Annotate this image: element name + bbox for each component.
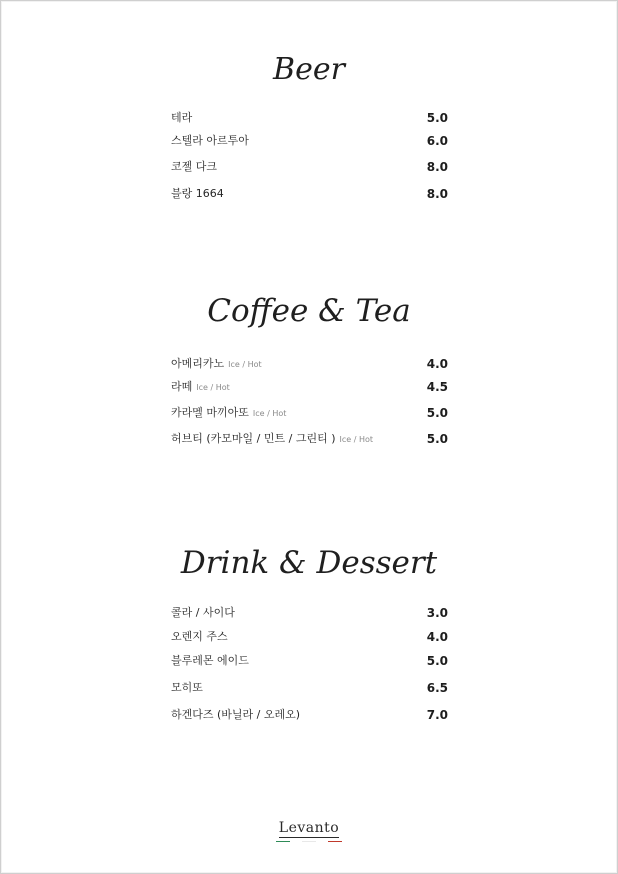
menu-item: [171, 629, 448, 653]
item-price: 5.0: [426, 654, 448, 668]
menu-item: [171, 680, 448, 707]
item-name-text: 라떼: [171, 380, 193, 393]
item-temperature-note: Ice / Hot: [252, 409, 287, 418]
item-name-text: 카라멜 마끼아또: [171, 406, 249, 419]
menu-item: [171, 356, 448, 379]
levanto-logo: [0, 817, 618, 842]
item-price: 6.0: [426, 134, 448, 148]
stripe-red: [328, 841, 342, 842]
menu-item: [171, 653, 448, 680]
item-price: 4.5: [426, 380, 448, 394]
item-name: 오렌지 주스: [171, 630, 228, 643]
item-name: [171, 405, 286, 422]
menu-item: [171, 431, 448, 451]
item-name: 블랑 1664: [171, 187, 224, 200]
menu-item: [171, 405, 448, 431]
item-name-text: 허브티 (카모마일 / 민트 / 그린티 ): [171, 432, 336, 445]
stripe-green: [276, 841, 290, 842]
item-temperature-note: Ice / Hot: [196, 383, 230, 392]
menu-item: [171, 133, 448, 159]
item-price: 5.0: [426, 406, 448, 420]
menu-item: [171, 605, 448, 629]
item-name: [171, 379, 230, 396]
item-name: 모히또: [171, 681, 203, 694]
item-price: 6.5: [426, 681, 448, 695]
item-name: 테라: [171, 111, 193, 124]
logo-wordmark: Levanto: [278, 820, 340, 836]
menu-item: [171, 379, 448, 405]
section-title-drink-dessert: Drink & Dessert: [180, 545, 438, 581]
item-price: 7.0: [426, 708, 448, 722]
item-name-text: 아메리카노: [171, 357, 225, 370]
item-temperature-note: Ice / Hot: [339, 435, 374, 444]
menu-item: [171, 110, 448, 133]
stripe-white: [302, 841, 316, 842]
item-name: 스텔라 아르투아: [171, 134, 249, 147]
item-price: 3.0: [426, 606, 448, 620]
item-price: 5.0: [426, 111, 448, 125]
item-name: 콜라 / 사이다: [171, 606, 235, 619]
menu-item: [171, 159, 448, 186]
item-temperature-note: Ice / Hot: [228, 360, 262, 369]
coffee-tea-menu-list: [171, 356, 448, 451]
section-title-beer: Beer: [273, 52, 345, 87]
drink-dessert-menu-list: [171, 605, 448, 727]
item-price: 4.0: [426, 357, 448, 371]
item-price: 4.0: [426, 630, 448, 644]
item-name: [171, 356, 262, 373]
logo-tricolor-stripes: [276, 841, 342, 842]
item-price: 8.0: [426, 160, 448, 174]
item-price: 5.0: [426, 432, 448, 446]
menu-item: [171, 707, 448, 727]
beer-menu-list: [171, 110, 448, 206]
item-name: [171, 431, 373, 448]
menu-item: [171, 186, 448, 206]
item-price: 8.0: [426, 187, 448, 201]
item-name: 블루레몬 에이드: [171, 654, 249, 667]
section-title-coffee-tea: Coffee & Tea: [207, 293, 411, 329]
item-name: 하겐다즈 (바닐라 / 오레오): [171, 708, 301, 721]
item-name: 코젤 다크: [171, 160, 218, 173]
